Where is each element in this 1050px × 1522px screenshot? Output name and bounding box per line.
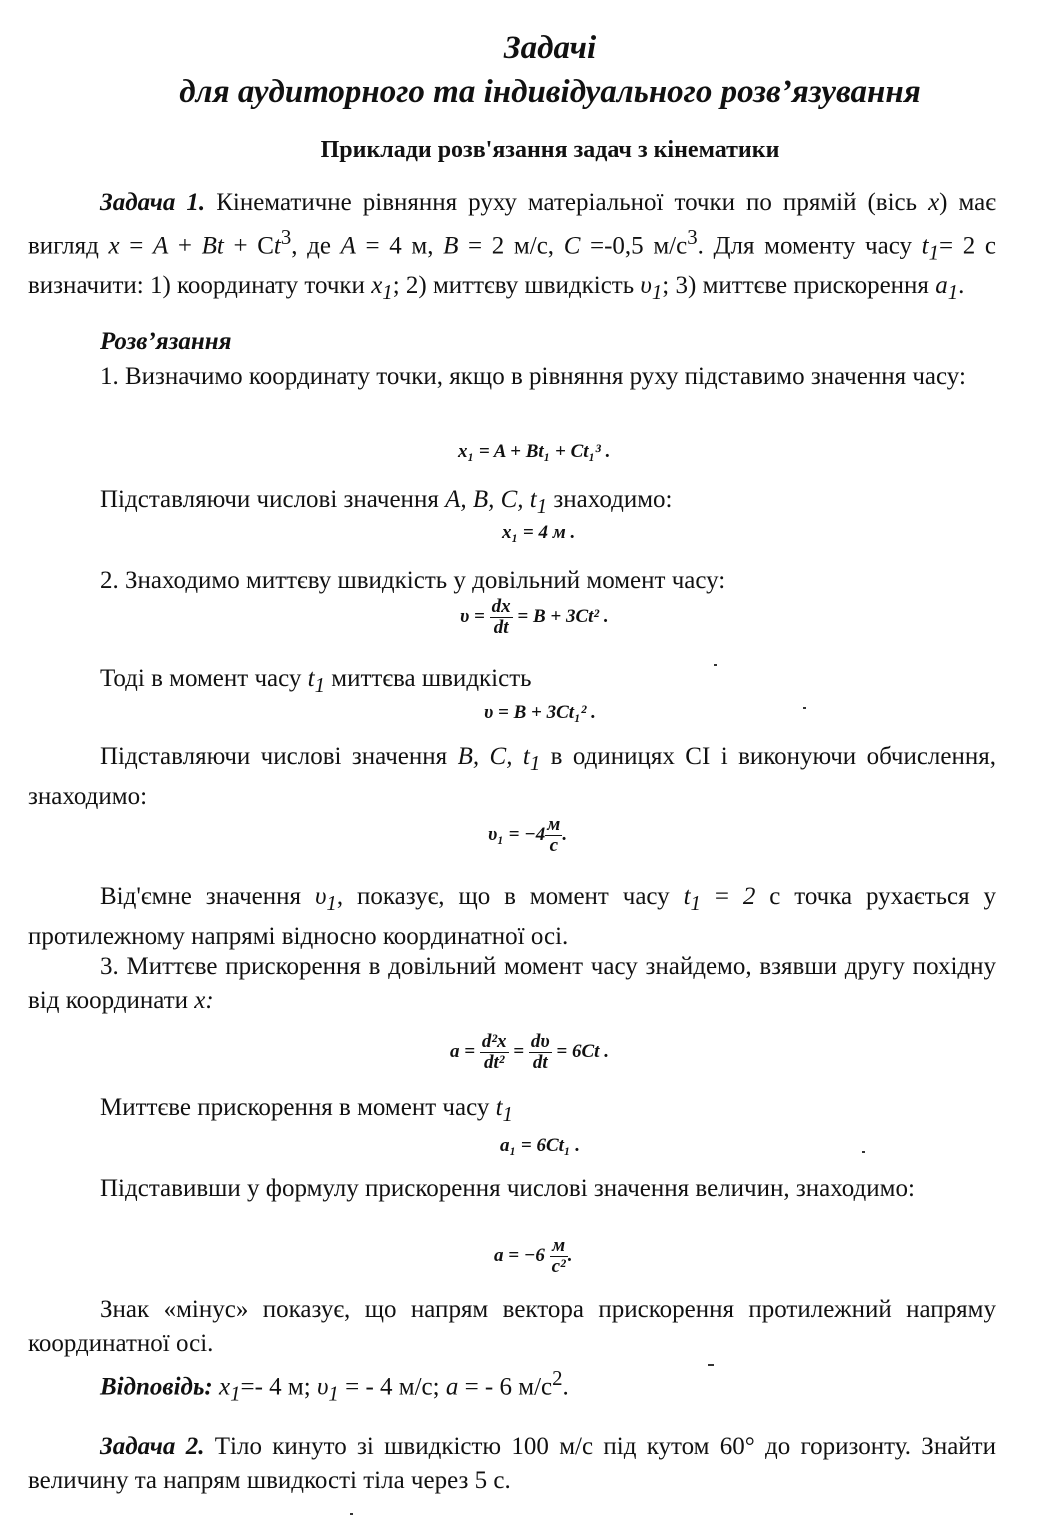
var-a: a xyxy=(445,1373,459,1401)
text-span: υ = xyxy=(460,605,485,627)
formula-v1-result xyxy=(488,815,567,856)
subscript: 1 xyxy=(314,673,326,697)
problem-1-statement xyxy=(28,186,996,309)
subscript: 1 xyxy=(536,494,548,518)
var-t: t xyxy=(683,883,691,910)
formula-acceleration xyxy=(450,1032,609,1073)
subscript: 1 xyxy=(326,891,337,915)
text-span: . xyxy=(562,1373,569,1401)
var-a: A xyxy=(152,232,169,260)
var-bt: Bt xyxy=(201,232,224,260)
substitution-text-3: Підставивши у формулу прискорення числові значення величин, знаходимо: xyxy=(100,1175,915,1202)
scan-speck xyxy=(862,1151,865,1153)
numerator: dυ xyxy=(530,1031,550,1052)
var-a: a xyxy=(935,272,948,300)
numerator: м xyxy=(547,814,561,835)
substitution-text-2 xyxy=(28,740,996,814)
text-span: υ₁ = −4 xyxy=(488,823,546,845)
var-x: x xyxy=(371,272,383,300)
formula-x1: x₁ = A + Bt₁ + Ct₁³ . xyxy=(458,441,611,462)
var-a: A xyxy=(340,232,356,260)
formula-x1-result: x₁ = 4 м . xyxy=(502,522,576,543)
fraction xyxy=(490,597,513,638)
scan-speck xyxy=(714,664,717,666)
subscript: 1 xyxy=(651,280,663,305)
superscript: 3 xyxy=(687,225,698,249)
page-subtitle: для аудиторного та індивідуального розв’язування xyxy=(179,74,921,110)
subscript: 1 xyxy=(502,1102,513,1126)
problem-2-label: Задача 2. xyxy=(100,1433,205,1460)
scan-speck xyxy=(803,707,806,709)
superscript: 3 xyxy=(280,225,292,249)
subscript: 1 xyxy=(947,280,959,305)
text-span: , де xyxy=(291,232,341,260)
section-heading: Приклади розв'язання задач з кінематики xyxy=(320,137,780,163)
var-b: B xyxy=(443,232,459,260)
scan-speck xyxy=(350,1513,353,1515)
fraction xyxy=(545,815,562,856)
subscript: 1 xyxy=(529,751,541,775)
answer-line xyxy=(100,1361,569,1410)
text-span: = - 4 м/с; xyxy=(338,1373,446,1401)
text-span: =- 4 м; xyxy=(240,1373,317,1401)
denominator: dt² xyxy=(483,1052,505,1073)
fraction xyxy=(550,1236,568,1277)
text-span: Тіло кинуто зі швидкістю 100 м/с під кутом 60° до горизонту. Знайти величину та напрям швидкості тіла через 5 с. xyxy=(28,1433,996,1494)
vars: B, C, t xyxy=(457,743,530,770)
subscript: 1 xyxy=(328,1381,339,1406)
var-x: x xyxy=(928,189,940,216)
subscript: 1 xyxy=(382,280,393,305)
substitution-text-1 xyxy=(100,483,672,523)
text-span: . Для моменту часу xyxy=(697,232,922,260)
text-span: ) має вигляд xyxy=(28,189,996,260)
text-span: + С xyxy=(223,232,274,260)
text-span: ; 3) миттєве прискорення xyxy=(662,272,936,300)
moment-text xyxy=(100,662,532,702)
scan-speck xyxy=(708,1364,714,1366)
var-v: υ xyxy=(314,883,327,910)
text-span: знаходимо: xyxy=(547,486,673,513)
var-t: t xyxy=(495,1094,503,1121)
text-span: a = xyxy=(450,1040,476,1062)
text-span: = - 6 м/с xyxy=(458,1373,553,1401)
answer-label: Відповідь: xyxy=(100,1373,213,1401)
subscript: 1 xyxy=(928,240,939,265)
text-span: . xyxy=(958,272,965,300)
superscript: 2 xyxy=(552,1366,563,1390)
var-t: t xyxy=(921,232,929,260)
denominator: dt xyxy=(532,1052,548,1073)
text-span: 3. Миттєве прискорення в довільний момент часу знайдемо, взявши другу похідну від координати xyxy=(28,953,996,1014)
var-v: υ xyxy=(640,272,652,300)
text-span: = xyxy=(513,1040,525,1062)
text-span: Від'ємне значення xyxy=(100,883,315,910)
var-v: υ xyxy=(316,1373,329,1401)
text-span: = B + 3Ct² . xyxy=(517,605,609,627)
solution-heading: Розв’язання xyxy=(100,328,232,355)
var-c: C xyxy=(563,232,581,260)
text-span: в одиницях СІ і виконуючи обчислення, знаходимо: xyxy=(28,743,996,810)
value: 2 xyxy=(742,883,756,910)
text-span: + xyxy=(168,232,202,260)
formula-a1: a₁ = 6Ct₁ . xyxy=(500,1135,581,1156)
text-span: = 6Ct . xyxy=(556,1040,609,1062)
numerator: d²x xyxy=(481,1031,507,1052)
vars: A, B, C, t xyxy=(445,486,537,513)
problem-2-statement xyxy=(28,1430,996,1498)
text-span: Кінематичне рівняння руху матеріальної точки по прямій (вісь xyxy=(205,189,929,216)
formula-velocity xyxy=(460,597,609,638)
var-x: x xyxy=(212,1373,231,1401)
text-span: Підставляючи числові значення xyxy=(100,743,458,770)
acceleration-moment-text xyxy=(100,1091,513,1131)
negative-velocity-text xyxy=(28,880,996,954)
numerator: м xyxy=(550,1236,568,1257)
text-span: a = −6 xyxy=(494,1244,545,1266)
fraction xyxy=(529,1032,552,1073)
text-span: Миттєве прискорення в момент часу xyxy=(100,1094,496,1121)
text-span: ; 2) миттєву швидкість xyxy=(392,272,641,300)
fraction xyxy=(480,1032,509,1073)
text-span: =-0,5 м/с xyxy=(580,232,688,260)
denominator: с xyxy=(549,835,559,856)
text-span: . xyxy=(567,1244,573,1266)
text-span: , показує, що в момент часу xyxy=(336,883,684,910)
page-title: Задачі xyxy=(503,30,597,66)
var-t: t xyxy=(307,665,315,692)
text-span: . xyxy=(562,823,568,845)
text-span: Підставляючи числові значення xyxy=(100,486,446,513)
text-span: = xyxy=(119,232,153,260)
text-span: = 4 м, xyxy=(355,232,444,260)
formula-v1: υ = B + 3Ct₁² . xyxy=(484,702,596,723)
denominator: dt xyxy=(493,617,509,638)
numerator: dx xyxy=(491,596,511,617)
text-span: = 2 м/с, xyxy=(458,232,564,260)
subscript: 1 xyxy=(690,891,701,915)
text-span: = xyxy=(700,883,743,910)
var-t: t xyxy=(273,232,281,260)
text-span: с точка рухається у протилежному напрямі відносно координатної осі. xyxy=(28,883,996,950)
step-1-text: 1. Визначимо координату точки, якщо в рівняння руху підставимо значення часу: xyxy=(100,363,966,390)
step-3-text xyxy=(28,950,996,1018)
subscript: 1 xyxy=(230,1381,241,1406)
var-x: x: xyxy=(194,987,214,1014)
denominator: с² xyxy=(551,1256,566,1277)
var-x: x xyxy=(108,232,120,260)
step-2-text: 2. Знаходимо миттєву швидкість у довільний момент часу: xyxy=(100,567,726,594)
text-span: = 2 с визначити: 1) координату точки xyxy=(28,232,996,300)
text-span: Тоді в момент часу xyxy=(100,665,308,692)
problem-1-label: Задача 1. xyxy=(100,189,206,216)
text-span: миттєва швидкість xyxy=(325,665,532,692)
formula-a-result xyxy=(494,1236,572,1277)
minus-sign-text: Знак «мінус» показує, що напрям вектора прискорення протилежний напряму координатної осі. xyxy=(28,1296,996,1357)
